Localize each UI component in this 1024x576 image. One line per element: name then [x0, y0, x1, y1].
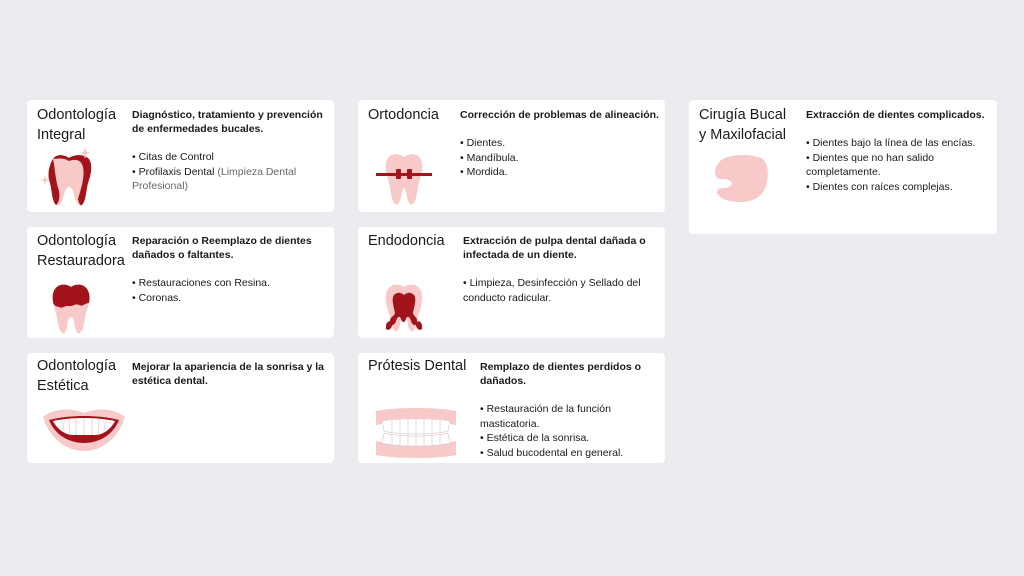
card-title-line-1: Odontología — [37, 233, 117, 249]
card-list — [806, 136, 992, 194]
list-item: • Dientes con raíces complejas. — [806, 180, 992, 195]
list-item — [132, 150, 328, 165]
sparkling-tooth-icon — [37, 145, 99, 209]
card-title-line-1: Odontología — [37, 358, 117, 374]
denture-icon — [374, 407, 458, 459]
list-item: • Limpieza, Desinfección y Sellado del conducto radicular. — [463, 276, 660, 305]
list-item: • Coronas. — [132, 291, 328, 306]
card-cirugia-bucal — [689, 100, 997, 234]
card-title — [37, 105, 116, 145]
list-item: • Dientes. — [460, 136, 660, 151]
card-title-line-2: y Maxilofacial — [699, 127, 787, 143]
card-title: Endodoncia — [368, 233, 445, 249]
card-list — [480, 402, 660, 460]
card-title — [699, 105, 786, 145]
card-title — [37, 231, 125, 271]
card-odontologia-restauradora — [27, 227, 334, 338]
list-item: • Mordida. — [460, 165, 660, 180]
list-item: • Salud bucodental en general. — [480, 446, 660, 461]
card-endodoncia — [358, 227, 665, 338]
tooth-with-braces-icon — [374, 152, 434, 208]
sideways-tooth-icon — [711, 152, 771, 206]
card-title — [37, 356, 116, 396]
card-title-line-1: Cirugía Bucal — [699, 107, 787, 123]
card-description: Extracción de dientes complicados. — [806, 109, 985, 121]
card-description: Remplazo de dientes perdidos o dañados. — [480, 361, 642, 387]
list-item: • Restauración de la función masticatoria. — [480, 402, 660, 431]
list-item: • Dientes bajo la línea de las encías. — [806, 136, 992, 151]
list-item-text: Profilaxis Dental — [138, 165, 215, 178]
card-description: Mejorar la apariencia de la sonrisa y la estética dental. — [132, 361, 325, 387]
card-list — [463, 276, 660, 305]
list-item: • Restauraciones con Resina. — [132, 276, 328, 291]
tooth-pulp-icon — [380, 281, 428, 333]
card-description: Reparación o Reemplazo de dientes dañados o faltantes. — [132, 235, 312, 261]
card-description: Corrección de problemas de alineación. — [460, 109, 659, 121]
card-title: Ortodoncia — [368, 107, 439, 123]
list-item: • Dientes que no han salido completamente. — [806, 151, 992, 180]
card-title-line-2: Estética — [37, 378, 89, 394]
card-title-line-2: Integral — [37, 127, 86, 143]
card-title-line-2: Restauradora — [37, 253, 125, 269]
card-list — [132, 276, 328, 305]
card-title-line-1: Odontología — [37, 107, 117, 123]
card-odontologia-estetica — [27, 353, 334, 463]
card-protesis-dental — [358, 353, 665, 463]
list-item: • Mandíbula. — [460, 151, 660, 166]
card-ortodoncia — [358, 100, 665, 212]
list-item — [132, 165, 328, 194]
card-list — [132, 150, 328, 194]
card-odontologia-integral — [27, 100, 334, 212]
restored-tooth-icon — [49, 281, 93, 335]
list-item-extra: (Limpieza Dental Profesional) — [132, 165, 297, 192]
card-title: Prótesis Dental — [368, 358, 467, 374]
list-item: • Estética de la sonrisa. — [480, 431, 660, 446]
card-list — [460, 136, 660, 180]
card-description: Extracción de pulpa dental dañada o infectada de un diente. — [463, 235, 646, 261]
card-description: Diagnóstico, tratamiento y prevención de enfermedades bucales. — [132, 109, 323, 135]
list-item-text: Citas de Control — [138, 151, 214, 163]
smile-lips-icon — [41, 407, 127, 453]
